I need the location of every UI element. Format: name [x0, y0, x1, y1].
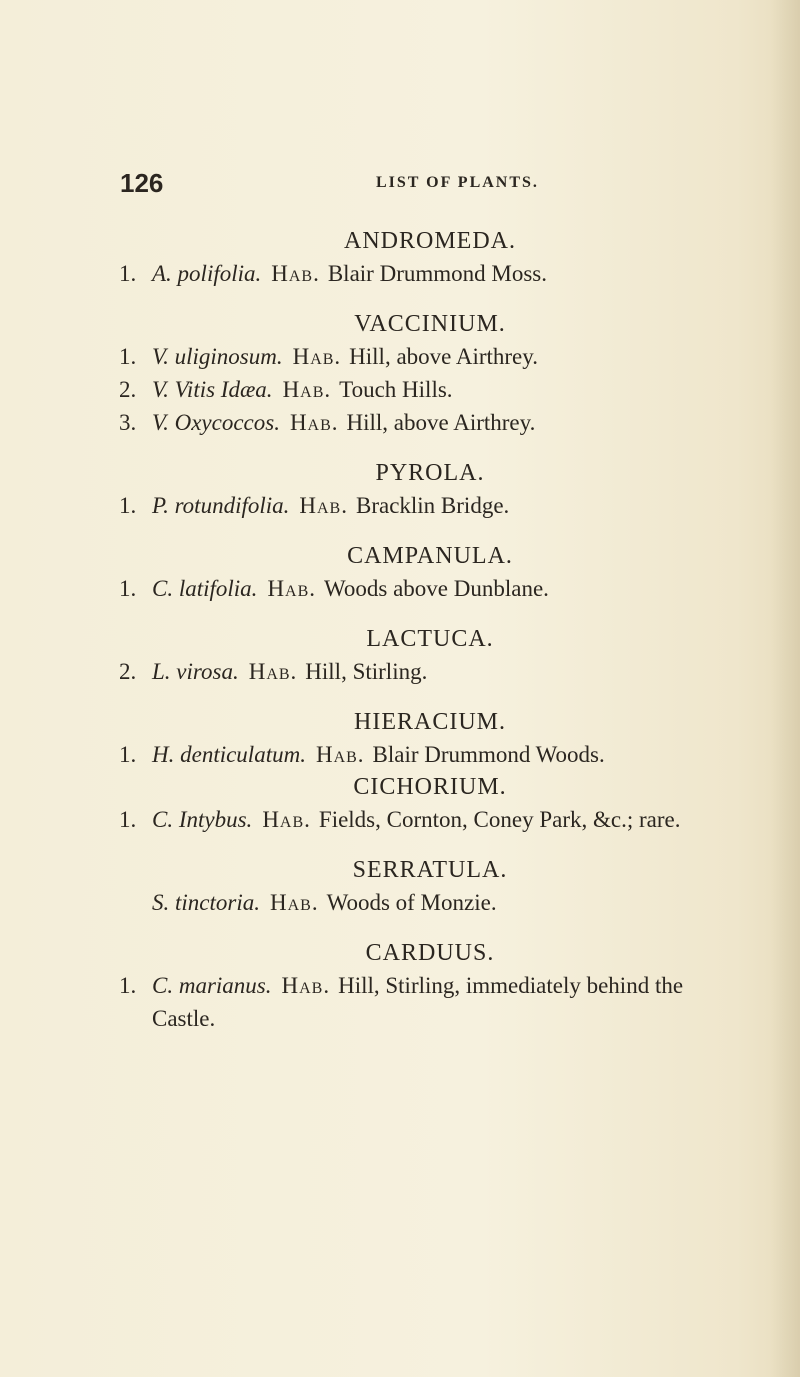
entry-number: 2. [119, 659, 137, 684]
habitat-label: Hab. [262, 807, 311, 832]
plant-entry [0, 340, 707, 373]
species-name: S. tinctoria. [152, 890, 260, 915]
genus-heading: ANDROMEDA. [344, 228, 516, 254]
habitat-label: Hab. [282, 377, 332, 402]
habitat-text: Hill, Stirling, immediately behind the Castle. [152, 973, 684, 1031]
genus-heading: HIERACIUM. [354, 709, 506, 735]
habitat-text: Blair Drummond Moss. [327, 261, 547, 286]
plant-entry [0, 489, 707, 522]
habitat-text: Blair Drummond Woods. [372, 742, 605, 767]
species-name: A. polifolia. [152, 261, 262, 286]
genus-heading: SERRATULA. [352, 857, 508, 883]
habitat-text: Bracklin Bridge. [355, 493, 510, 518]
habitat-text: Hill, above Airthrey. [349, 344, 539, 369]
plant-entry [0, 803, 707, 836]
plant-entry [0, 257, 707, 290]
habitat-text: Woods of Monzie. [326, 890, 497, 915]
entry-number: 1. [119, 344, 137, 369]
species-name: L. virosa. [152, 659, 239, 684]
habitat-label: Hab. [269, 890, 319, 915]
plant-entry [0, 886, 707, 919]
entry-number: 1. [119, 261, 137, 286]
habitat-label: Hab. [292, 344, 342, 369]
habitat-text: Hill, above Airthrey. [346, 410, 536, 435]
entry-number: 1. [119, 807, 137, 832]
species-name: V. uliginosum. [152, 344, 283, 369]
genus-heading: VACCINIUM. [354, 311, 506, 337]
entry-number: 1. [119, 742, 137, 767]
running-title: LIST OF PLANTS. [376, 174, 539, 191]
species-name: P. rotundifolia. [152, 493, 290, 518]
habitat-label: Hab. [299, 493, 348, 518]
habitat-label: Hab. [289, 410, 339, 435]
plant-list [0, 225, 800, 1035]
habitat-text: Fields, Cornton, Coney Park, &c.; rare. [318, 807, 681, 832]
species-name: C. latifolia. [152, 576, 258, 601]
species-name: C. Intybus. [152, 807, 253, 832]
entry-number: 1. [119, 493, 137, 518]
entry-number: 1. [119, 973, 137, 998]
genus-heading: LACTUCA. [366, 626, 494, 652]
habitat-label: Hab. [281, 973, 331, 998]
plant-entry [0, 406, 707, 439]
entry-number: 2. [119, 377, 137, 402]
habitat-text: Hill, Stirling. [305, 659, 428, 684]
plant-entry [0, 572, 707, 605]
plant-entry [0, 373, 707, 406]
genus-heading: CICHORIUM. [353, 774, 507, 800]
habitat-text: Touch Hills. [339, 377, 453, 402]
plant-entry [0, 969, 707, 1035]
plant-entry [0, 738, 707, 771]
habitat-label: Hab. [267, 576, 317, 601]
plant-entry [0, 655, 707, 688]
species-name: C. marianus. [152, 973, 272, 998]
genus-heading: CAMPANULA. [347, 543, 513, 569]
species-name: V. Vitis Idæa. [152, 377, 273, 402]
habitat-text: Woods above Dunblane. [324, 576, 549, 601]
habitat-label: Hab. [315, 742, 365, 767]
species-name: H. denticulatum. [152, 742, 306, 767]
genus-heading: CARDUUS. [365, 940, 495, 966]
entry-number: 3. [119, 410, 137, 435]
habitat-label: Hab. [271, 261, 320, 286]
page-number: 126 [120, 168, 164, 198]
page-edge-shadow [770, 0, 800, 1377]
page-header [120, 168, 720, 198]
entry-number: 1. [119, 576, 137, 601]
species-name: V. Oxycoccos. [152, 410, 280, 435]
habitat-label: Hab. [248, 659, 298, 684]
genus-heading: PYROLA. [375, 460, 485, 486]
